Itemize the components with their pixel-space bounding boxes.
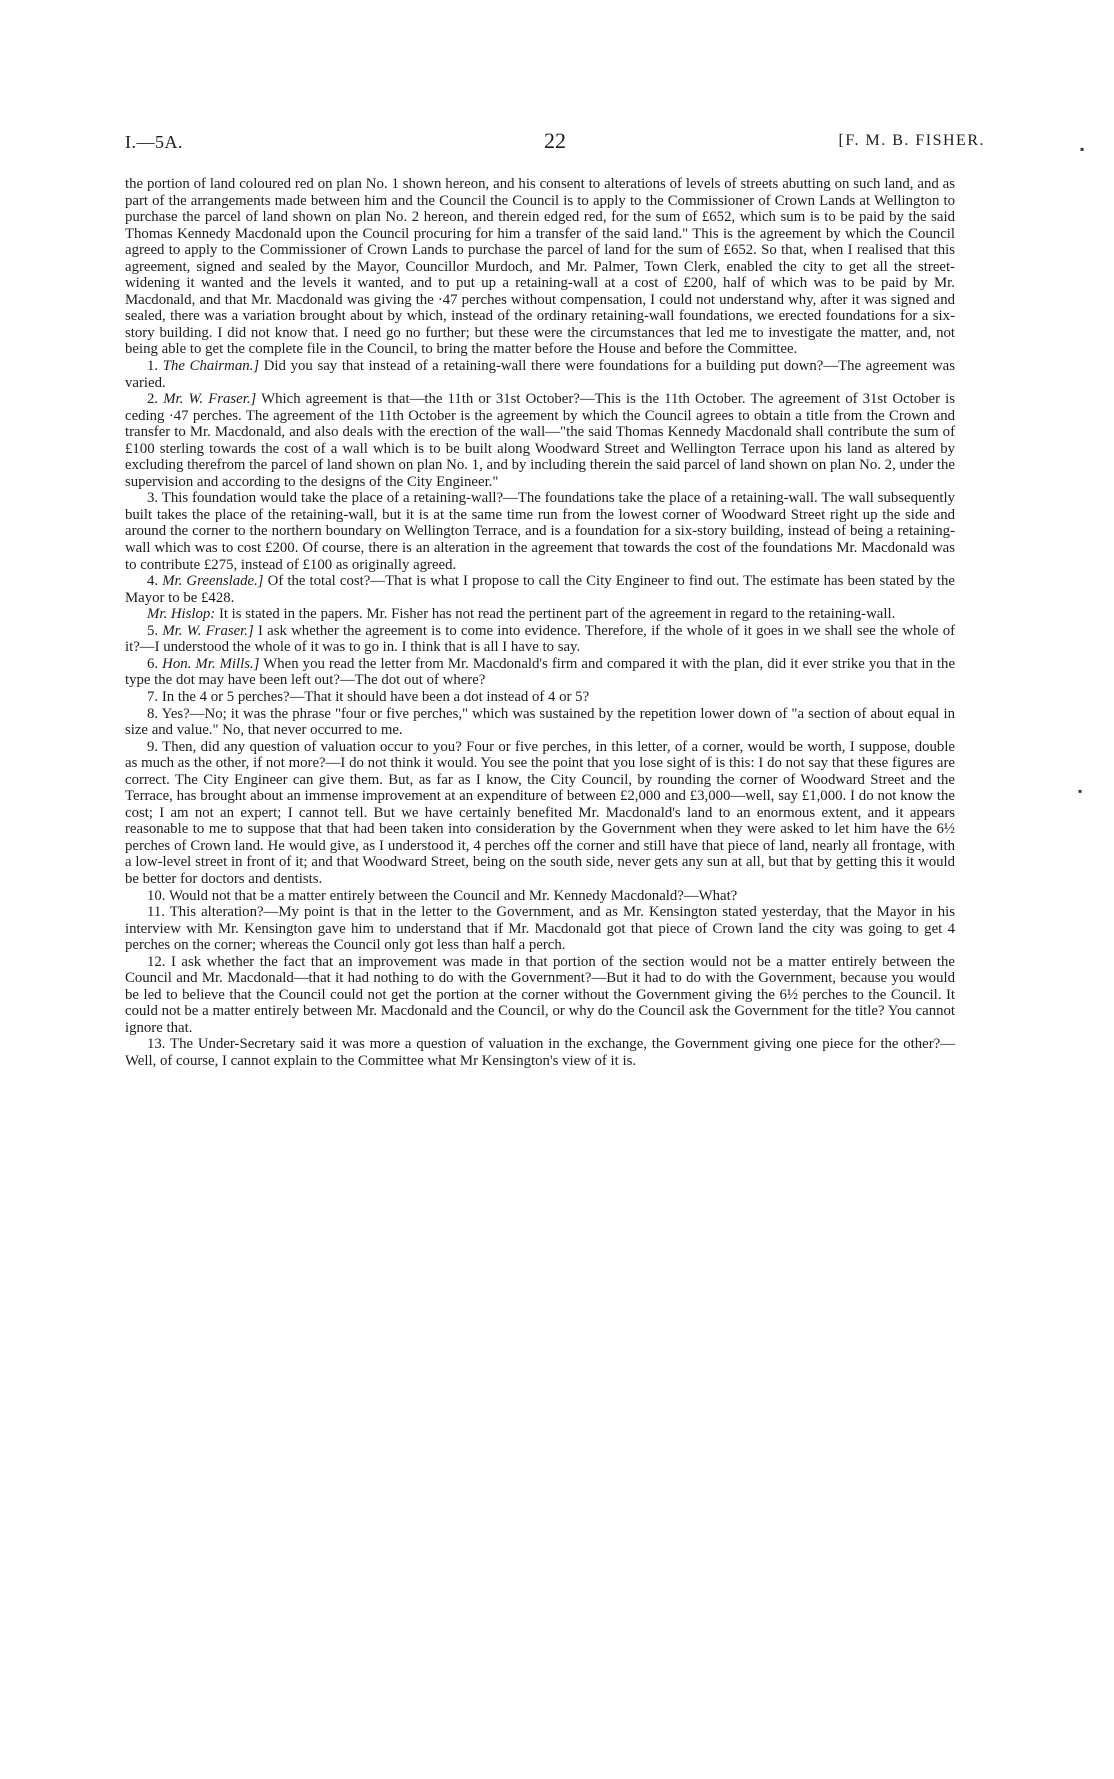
paragraph — [125, 904, 955, 954]
speaker-name: The Chairman.] — [162, 358, 260, 375]
margin-mark: ▪ — [1080, 142, 1085, 156]
paragraph-text: It is stated in the papers. Mr. Fisher has not read the pertinent part of the agreement in regard to the retaining-wall. — [218, 606, 896, 623]
paragraph — [125, 888, 955, 905]
paragraph-text: When you read the letter from Mr. Macdonald's firm and compared it with the plan, did it ever strike you that in the type the dot may have been left out?—The dot out of where? — [125, 655, 956, 689]
paragraph-text: The Under-Secretary said it was more a question of valuation in the exchange, the Government giving one piece for the other?—Well, of course, I cannot explain to the Committee what Mr Kensington's view of it is. — [125, 1036, 955, 1069]
paragraph-text: Of the total cost?—That is what I propose to call the City Engineer to find out. The estimate has been stated by the Mayor to be £428. — [125, 573, 956, 606]
paragraph — [125, 689, 955, 706]
paragraph — [125, 490, 955, 573]
paragraph-text: Did you say that instead of a retaining-wall there were foundations for a building put down?—The agreement was varied. — [125, 358, 956, 391]
document-body — [125, 176, 955, 1070]
paragraph — [125, 623, 955, 656]
page-number: 22 — [544, 128, 566, 153]
paragraph — [125, 391, 955, 490]
question-number: 9. — [147, 738, 159, 755]
question-number: 7. — [147, 688, 159, 705]
speaker-name: Mr. Greenslade.] — [162, 573, 264, 590]
question-number: 4. — [147, 573, 159, 590]
speaker-name: Mr. Hislop: — [147, 606, 216, 623]
paragraph-text: Then, did any question of valuation occur to you? Four or five perches, in this letter, of a corner, would be worth, I suppose, double as much as the other, if not more?—I do not think it would. You see the point that you lose sight of is this: I do not say that these figures are correct. The City Engineer can give them. But, as far as I know, the City Council, by rounding the corner of Woodward Street and the Terrace, has brought about an immense improvement at an expenditure of between £2,000 and £3,000—well, say £1,000. I do not know the cost; I am not an expert; I cannot tell. But we have certainly benefited Mr. Macdonald's land to an enormous extent, and it appears reasonable to me to suppose that that had been taken into consideration by the Government when they were asked to let him have the 6½ perches of Crown land. He would give, as I understood it, 4 perches off the corner and still have that piece of land, nearly all frontage, with a low-level street in front of it; and that Woodward Street, being on the south side, never gets any sun at all, but that by getting this it would be better for doctors and dentists. — [125, 738, 956, 887]
paragraph — [125, 176, 955, 358]
paragraph-text: In the 4 or 5 perches?—That it should have been a dot instead of 4 or 5? — [161, 688, 590, 705]
speaker-name: Mr. W. Fraser.] — [162, 622, 254, 639]
paragraph-text: Which agreement is that—the 11th or 31st October?—This is the 11th October. The agreement of 31st October is ceding ·47 perches. The agreement of the 11th October is the agreement by which the Council agrees to obtain a title from the Crown and transfer to Mr. Macdonald, and also deals with the erection of the wall—"the said Thomas Kennedy Macdonald shall contribute the sum of £100 sterling towards the cost of a wall which is to be built along Woodward Street and Wellington Terrace upon his land as altered by excluding therefrom the parcel of land shown on plan No. 1, and by including therein the said parcel of land shown on plan No. 2, under the supervision and according to the designs of the City Engineer." — [125, 391, 956, 490]
question-number: 3. — [147, 490, 159, 507]
question-number: 5. — [147, 622, 159, 639]
question-number: 13. — [147, 1036, 166, 1053]
question-number: 1. — [147, 358, 159, 375]
question-number: 11. — [147, 904, 165, 921]
paragraph-text: Yes?—No; it was the phrase "four or five perches," which was sustained by the repetition lower down of "a section of about equal in size and value." No, that never occurred to me. — [125, 705, 955, 739]
question-number: 2. — [147, 391, 159, 408]
paragraph — [125, 573, 955, 606]
paragraph — [125, 1036, 955, 1069]
paragraph — [125, 954, 955, 1037]
witness-name: [F. M. B. FISHER. — [838, 132, 985, 149]
speaker-name: Mr. W. Fraser.] — [163, 391, 257, 408]
paragraph — [125, 606, 955, 623]
paragraph-text: This alteration?—My point is that in the letter to the Government, and as Mr. Kensington stated yesterday, that the Mayor in his interview with Mr. Kensington gave him to understand that if Mr. Macdonald got that piece of Crown land the city was going to get 4 perches on the corner; whereas the Council only got less than half a perch. — [125, 904, 956, 954]
paragraph-text: I ask whether the agreement is to come into evidence. Therefore, if the whole of it goes in we shall see the whole of it?—I understood the whole of it was to go in. I think that is all I have to say. — [125, 622, 956, 656]
page-header — [125, 128, 985, 162]
paragraph-text: Would not that be a matter entirely between the Council and Mr. Kennedy Macdonald?—What? — [168, 887, 738, 904]
paragraph-text: This foundation would take the place of a retaining-wall?—The foundations take the place of a retaining-wall. The wall subsequently built takes the place of the retaining-wall, but it is at the same time run from the lowest corner of Woodward Street right up the side and around the corner to the northern boundary on Wellington Terrace, and is a foundation for a six-story building, instead of being a retaining-wall which was to cost £200. Of course, there is an alteration in the agreement that towards the cost of the foundations Mr. Macdonald was to contribute £275, instead of £100 as originally agreed. — [125, 490, 956, 573]
paragraph-text: the portion of land coloured red on plan No. 1 shown hereon, and his consent to alterations of levels of streets abutting on such land, and as part of the arrangements made between him and the Council the Council is to apply to the Commissioner of Crown Lands at Wellington to purchase the parcel of land shown on plan No. 2 hereon, and therein edged red, for the sum of £652, which sum is to be paid by the said Thomas Kennedy Macdonald upon the Council procuring for him a transfer of the said land." This is the agreement by which the Council agreed to apply to the Commissioner of Crown Lands to purchase the parcel of land for the sum of £652. So that, when I realised that this agreement, signed and sealed by the Mayor, Councillor Murdoch, and Mr. Palmer, Town Clerk, enabled the city to get all the street-widening it wanted and the levels it wanted, and to put up a retaining-wall at a cost of £200, half of which was to be paid by Mr. Macdonald, and that Mr. Macdonald was giving the ·47 perches without compensation, I could not understand why, after it was signed and sealed, there was a variation brought about by which, instead of the ordinary retaining-wall foundations, we erected foundations for a six-story building. I did not know that. I need go no further; but these were the circumstances that led me to investigate the matter, and, not being able to get the complete file in the Council, to bring the matter before the House and before the Committee. — [125, 176, 955, 358]
question-number: 8. — [147, 705, 159, 722]
paragraph — [125, 739, 955, 888]
speaker-name: Hon. Mr. Mills.] — [162, 655, 260, 672]
paragraph-text: I ask whether the fact that an improvement was made in that portion of the section would not be a matter entirely between the Council and Mr. Macdonald—that it had nothing to do with the Government?—But it had to do with the Government, because you would be led to believe that the Council could not get the portion at the corner without the Government giving the 6½ perches to the Council. It could not be a matter entirely between Mr. Macdonald and the Council, or why do the Council ask the Government for the title? You cannot ignore that. — [125, 953, 955, 1036]
margin-mark: ▪ — [1078, 784, 1083, 798]
paragraph — [125, 656, 955, 689]
paper-reference: I.—5A. — [125, 132, 183, 152]
paragraph — [125, 706, 955, 739]
question-number: 12. — [147, 953, 166, 970]
paragraph — [125, 358, 955, 391]
question-number: 10. — [147, 887, 166, 904]
question-number: 6. — [147, 655, 159, 672]
